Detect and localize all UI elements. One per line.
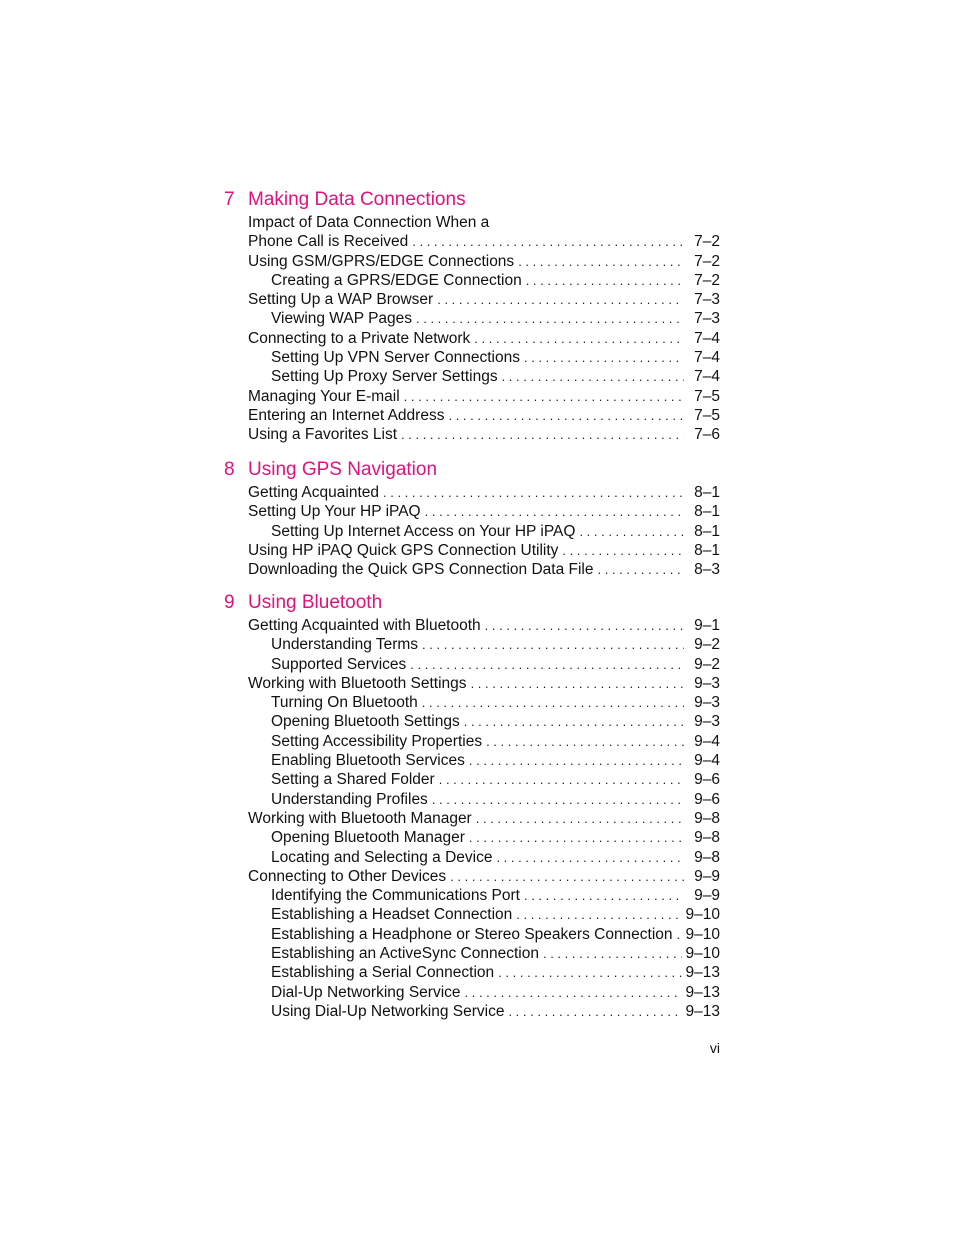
- dot-leader: [422, 693, 684, 712]
- toc-entry-title: Setting Up Your HP iPAQ: [248, 503, 421, 521]
- toc-entry-page-number: 9–4: [694, 752, 720, 770]
- toc-entry-page-number: 9–2: [694, 655, 720, 673]
- toc-entry[interactable]: [224, 655, 720, 674]
- toc-entry-page-number: 9–3: [694, 674, 720, 692]
- toc-entry-title: Connecting to a Private Network: [248, 329, 471, 347]
- chapter-number: 7: [224, 189, 235, 210]
- dot-leader: [464, 712, 684, 731]
- dot-leader: [425, 502, 684, 521]
- toc-entry-title: Creating a GPRS/EDGE Connection: [271, 271, 522, 289]
- toc-entry[interactable]: [224, 502, 720, 521]
- toc-entry-page-number: 9–1: [694, 617, 720, 634]
- toc-entry-title: Understanding Terms: [271, 636, 419, 654]
- toc-entry[interactable]: [224, 483, 720, 502]
- toc-entry-page-number: 7–3: [694, 310, 720, 328]
- dot-leader: [437, 290, 684, 309]
- toc-entry-page-number: 9–13: [685, 1002, 720, 1020]
- toc-entry-title: Managing Your E-mail: [248, 387, 400, 405]
- toc-entry-title: Phone Call is Received: [248, 233, 409, 251]
- toc-entry[interactable]: [224, 541, 720, 560]
- chapter-9-section: [224, 592, 720, 1021]
- dot-leader: [598, 560, 685, 579]
- toc-entry[interactable]: [224, 290, 720, 309]
- dot-leader: [471, 674, 684, 693]
- toc-entry[interactable]: [224, 232, 720, 251]
- toc-entry[interactable]: [224, 905, 720, 924]
- toc-entry[interactable]: [224, 616, 720, 635]
- dot-leader: [383, 483, 684, 502]
- dot-leader: [410, 655, 684, 674]
- toc-entry-page-number: 7–5: [694, 387, 720, 405]
- toc-entry-title: Working with Bluetooth Manager: [248, 809, 472, 827]
- toc-entry[interactable]: [224, 925, 720, 944]
- dot-leader: [496, 848, 684, 867]
- toc-entry[interactable]: [224, 674, 720, 693]
- toc-entry-page-number: 9–2: [694, 636, 720, 654]
- toc-entry[interactable]: [224, 309, 720, 328]
- toc-entry-page-number: 9–3: [694, 694, 720, 712]
- toc-entry[interactable]: [224, 635, 720, 654]
- toc-entry-page-number: 9–10: [685, 906, 720, 924]
- toc-entry-title: Using Dial-Up Networking Service: [271, 1002, 505, 1020]
- toc-entry-page-number: 9–9: [694, 887, 720, 905]
- toc-entry[interactable]: [224, 983, 720, 1002]
- dot-leader: [485, 616, 684, 635]
- toc-entry[interactable]: [224, 963, 720, 982]
- dot-leader: [516, 905, 681, 924]
- dot-leader: [412, 232, 684, 251]
- toc-entry-title: Using HP iPAQ Quick GPS Connection Utility: [248, 541, 559, 559]
- toc-entry-title: Entering an Internet Address: [248, 406, 445, 424]
- dot-leader: [432, 790, 684, 809]
- dot-leader: [465, 983, 682, 1002]
- toc-entry-page-number: 8–1: [694, 522, 720, 540]
- toc-entry[interactable]: [224, 770, 720, 789]
- toc-entry-title: Supported Services: [271, 655, 407, 673]
- dot-leader: [404, 387, 684, 406]
- toc-entry[interactable]: [224, 252, 720, 271]
- chapter-8-section: [224, 459, 720, 579]
- toc-entry-title: Turning On Bluetooth: [271, 694, 418, 712]
- dot-leader: [486, 732, 684, 751]
- toc-entry-title: Establishing a Headset Connection: [271, 906, 513, 924]
- toc-entry[interactable]: [224, 425, 720, 444]
- toc-entry-title: Downloading the Quick GPS Connection Data File: [248, 561, 594, 579]
- toc-entry-page-number: 8–1: [694, 484, 720, 501]
- chapter-heading[interactable]: [224, 592, 720, 616]
- dot-leader: [448, 406, 684, 425]
- dot-leader: [474, 329, 684, 348]
- dot-leader: [416, 309, 684, 328]
- toc-entry[interactable]: [224, 944, 720, 963]
- toc-entry-page-number: 7–2: [694, 233, 720, 251]
- toc-entry-title: Using a Favorites List: [248, 426, 398, 444]
- toc-entry-page-number: 9–10: [685, 925, 720, 943]
- toc-entry-page-number: 8–1: [694, 503, 720, 521]
- toc-entry[interactable]: [224, 693, 720, 712]
- dot-leader: [518, 252, 684, 271]
- toc-entry[interactable]: [224, 867, 720, 886]
- toc-entry-title: Enabling Bluetooth Services: [271, 752, 465, 770]
- chapter-title: Using Bluetooth: [248, 592, 383, 613]
- toc-entry[interactable]: [224, 271, 720, 290]
- dot-leader: [502, 367, 684, 386]
- toc-entry[interactable]: [224, 751, 720, 770]
- toc-entry-title: Establishing a Headphone or Stereo Speakers Connection: [271, 925, 673, 943]
- toc-entry-title: Getting Acquainted with Bluetooth: [248, 617, 481, 634]
- toc-entry-page-number: 9–8: [694, 848, 720, 866]
- chapter-7-section: [224, 189, 720, 445]
- toc-entry-title: Establishing a Serial Connection: [271, 964, 495, 982]
- dot-leader: [526, 271, 684, 290]
- toc-entry-page-number: 9–13: [685, 983, 720, 1001]
- toc-entry-title: Setting Up Proxy Server Settings: [271, 368, 498, 386]
- toc-entry-title: Impact of Data Connection When a: [248, 214, 490, 231]
- toc-entry-title: Setting a Shared Folder: [271, 771, 435, 789]
- toc-entry-title: Setting Up a WAP Browser: [248, 291, 434, 309]
- toc-entry[interactable]: [224, 790, 720, 809]
- toc-entry-title: Setting Up VPN Server Connections: [271, 349, 520, 367]
- toc-entry-page-number: 9–6: [694, 790, 720, 808]
- toc-entry[interactable]: [224, 732, 720, 751]
- dot-leader: [469, 751, 684, 770]
- toc-entry-title: Setting Accessibility Properties: [271, 732, 483, 750]
- toc-entry[interactable]: [224, 712, 720, 731]
- chapter-title: Making Data Connections: [248, 189, 466, 210]
- dot-leader: [498, 963, 681, 982]
- toc-entry-page-number: 9–9: [694, 867, 720, 885]
- dot-leader: [450, 867, 684, 886]
- dot-leader: [401, 425, 684, 444]
- toc-entry-page-number: 9–8: [694, 809, 720, 827]
- toc-entry-title: Locating and Selecting a Device: [271, 848, 493, 866]
- toc-entry-title: Using GSM/GPRS/EDGE Connections: [248, 252, 515, 270]
- toc-entry-page-number: 7–4: [694, 329, 720, 347]
- toc-entry-title: Viewing WAP Pages: [271, 310, 413, 328]
- toc-entry[interactable]: [224, 213, 720, 232]
- toc-entry-page-number: 9–4: [694, 732, 720, 750]
- toc-entry[interactable]: [224, 809, 720, 828]
- chapter-title: Using GPS Navigation: [248, 459, 438, 480]
- dot-leader: [439, 770, 684, 789]
- toc-entry[interactable]: [224, 348, 720, 367]
- page-folio: vi: [709, 1040, 720, 1056]
- toc-entry[interactable]: [224, 406, 720, 425]
- toc-entry[interactable]: [224, 1002, 720, 1021]
- toc-entry-page-number: 7–5: [694, 406, 720, 424]
- toc-entry[interactable]: [224, 828, 720, 847]
- toc-entry-page-number: 9–6: [694, 771, 720, 789]
- chapter-heading[interactable]: [224, 459, 720, 483]
- toc-entry[interactable]: [224, 387, 720, 406]
- toc-entry-page-number: 9–3: [694, 713, 720, 731]
- dot-leader: [422, 635, 684, 654]
- dot-leader: [476, 809, 684, 828]
- toc-entry-page-number: 8–1: [694, 541, 720, 559]
- dot-leader: [524, 348, 684, 367]
- dot-leader: [524, 886, 684, 905]
- toc-entry-title: Connecting to Other Devices: [248, 867, 447, 885]
- toc-entry-page-number: 9–10: [685, 945, 720, 963]
- dot-leader: [543, 944, 682, 963]
- toc-entry-title: Getting Acquainted: [248, 484, 379, 501]
- toc-entry-title: Establishing an ActiveSync Connection: [271, 945, 539, 963]
- toc-entry-page-number: 7–2: [694, 252, 720, 270]
- toc-entry-page-number: 7–3: [694, 291, 720, 309]
- toc-entry-page-number: 7–2: [694, 271, 720, 289]
- toc-entry-title: Opening Bluetooth Settings: [271, 713, 460, 731]
- toc-entry[interactable]: [224, 886, 720, 905]
- chapter-number: 8: [224, 459, 235, 480]
- toc-entry[interactable]: [224, 329, 720, 348]
- chapter-number: 9: [224, 592, 235, 613]
- dot-leader: [579, 522, 684, 541]
- toc-entry-page-number: 9–13: [685, 964, 720, 982]
- toc-entry[interactable]: [224, 522, 720, 541]
- toc-entry[interactable]: [224, 848, 720, 867]
- toc-entry-title: Working with Bluetooth Settings: [248, 674, 467, 692]
- toc-entry-page-number: 8–3: [694, 561, 720, 579]
- toc-entry-page-number: 7–4: [694, 349, 720, 367]
- chapter-heading[interactable]: [224, 189, 720, 213]
- dot-leader: [469, 828, 684, 847]
- toc-entry-title: Opening Bluetooth Manager: [271, 829, 465, 847]
- toc-entry-page-number: 7–6: [694, 426, 720, 444]
- toc-entry-title: Understanding Profiles: [271, 790, 428, 808]
- toc-entry-page-number: 9–8: [694, 829, 720, 847]
- toc-entry[interactable]: [224, 367, 720, 386]
- toc-entry-title: Setting Up Internet Access on Your HP iPAQ: [271, 522, 576, 540]
- toc-entry[interactable]: [224, 560, 720, 579]
- dot-leader: [562, 541, 684, 560]
- toc-entry-page-number: 7–4: [694, 368, 720, 386]
- dot-leader: [508, 1002, 681, 1021]
- toc-entry-title: Identifying the Communications Port: [271, 887, 520, 905]
- dot-leader: [677, 925, 682, 944]
- toc-entry-title: Dial-Up Networking Service: [271, 983, 461, 1001]
